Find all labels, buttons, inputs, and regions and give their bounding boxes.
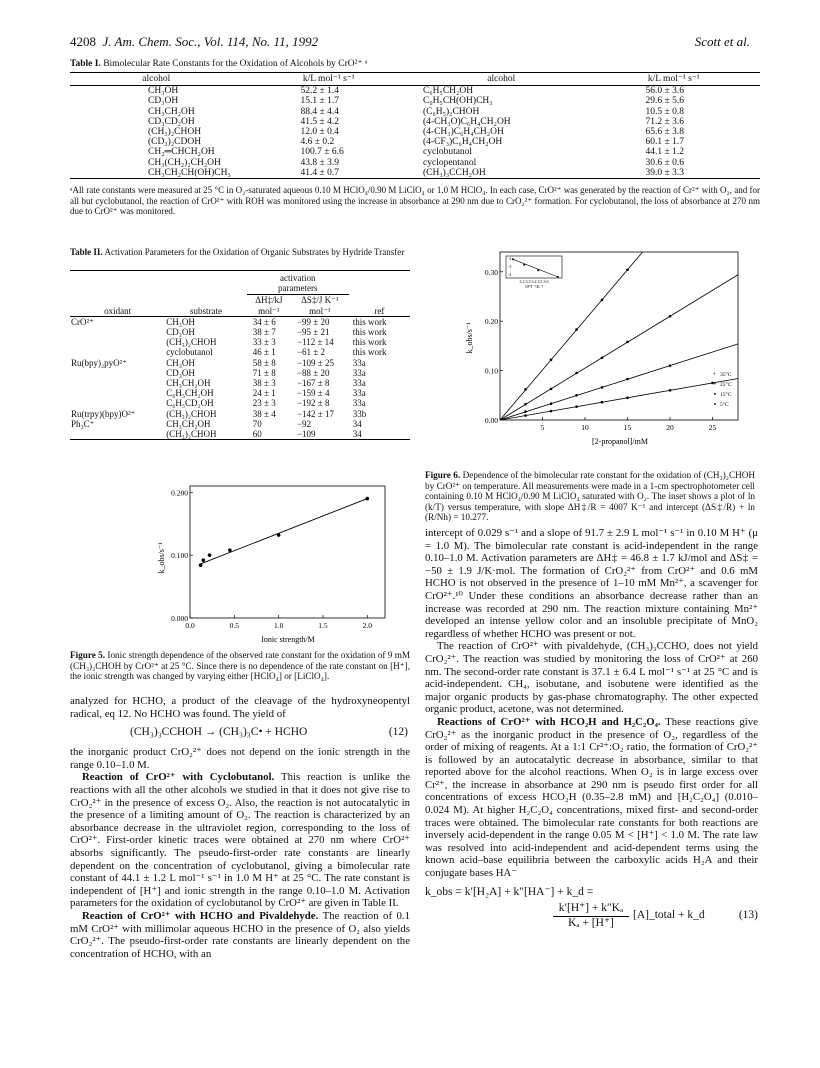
table-cell: (4-CF₃)C₆H₄CH₂OH [423, 137, 503, 148]
data-point [575, 328, 578, 331]
table-cell: 4.6 ± 0.2 [300, 137, 335, 148]
paragraph: analyzed for HCHO, a product of the cleavage of the hydroxyneopentyl radical, eq 12. No HCHO was found. The yield of [70, 695, 410, 720]
y-tick-label: 0.10 [484, 366, 498, 376]
table-cell: CD₃OH [166, 327, 195, 338]
table-cell: 71.2 ± 3.6 [645, 116, 684, 127]
legend-label: 35°C [720, 372, 732, 378]
y-axis-label: k_obs/s⁻¹ [157, 542, 166, 574]
equation-13-number: (13) [738, 908, 758, 921]
paragraph-text: This reaction is unlike the reactions with all the other alcohols we studied in that it does not give rise to CrO₂²⁺ in the presence of excess O₂. Also, the reaction is not autocatalytic in the presence of a limiting amount of O₂. The reaction is characterized by an absorbance decrease in the ultraviolet region, corresponding to the loss of CrO²⁺. First-order kinetic traces were obtained at 270 nm where CrO²⁺ absorbs significantly. The pseudo-first-order rate constants are linearly dependent on the concentration of cyclobutanol, giving a bimolecular rate constant of 44.1 ± 1.2 L mol⁻¹ s⁻¹ in 1.0 M H⁺ at 25 °C. The rate constant is independent of [H⁺] and ionic strength in the range 0.10–1.0 M. Activation parameters for the oxidation of cyclobutanol by CrO²⁺ are given in Table II. [70, 771, 410, 910]
equation-12-body: (CH₃)₃CCHOH → (CH₃)₃C• + HCHO [130, 726, 308, 739]
equation-13 [425, 886, 758, 932]
table-row [70, 137, 760, 147]
data-point [208, 553, 212, 557]
table-row [70, 398, 410, 408]
legend-marker: ▪ [713, 391, 716, 398]
table-cell: 41.5 ± 4.2 [300, 116, 339, 127]
table-cell: 46 ± 1 [252, 347, 276, 358]
legend-label: 5°C [720, 402, 729, 408]
x-tick-label: 10 [581, 423, 589, 432]
inset-y-tick-label: -3 [508, 264, 512, 269]
table-cell: CH₃OH [166, 357, 195, 368]
legend-marker: ▪ [713, 401, 716, 408]
equation-13-lhs: k_obs = k′[H₂A] + k″[HA⁻] + k_d = [425, 885, 594, 898]
figure5-plot [157, 486, 385, 644]
table-cell: −167 ± 8 [296, 378, 330, 389]
table-cell: this work [352, 347, 387, 358]
table-cell [70, 378, 165, 388]
table-cell: C₆H₅CH(OH)CH₃ [423, 96, 493, 107]
table-cell: (CH₃)₂CHOH [148, 127, 202, 138]
table-cell: 29.6 ± 5.6 [645, 96, 684, 107]
data-point [601, 386, 604, 389]
table-cell: 38 ± 7 [252, 327, 276, 338]
paragraph [70, 771, 410, 910]
data-point [669, 389, 672, 392]
table1-label: Table I. [70, 59, 101, 69]
table-cell: 33a [352, 378, 366, 389]
table-row [70, 117, 760, 127]
table-cell: 60.1 ± 1.7 [645, 137, 684, 148]
table-cell: (C₆H₅)₂CHOH [423, 106, 480, 117]
series-line [500, 275, 738, 420]
equation-13-tail: [A]_total + k_d [633, 908, 705, 921]
x-tick-label: 0.5 [229, 621, 240, 630]
table1-header: alcohol [415, 73, 588, 86]
data-point [199, 563, 203, 567]
table1-header: k/L mol⁻¹ s⁻¹ [588, 73, 761, 86]
table-cell: 38 ± 4 [252, 408, 276, 419]
series-line [500, 344, 738, 420]
table-cell: −99 ± 20 [296, 316, 330, 327]
figure5-chart [70, 478, 410, 646]
table-row [70, 158, 760, 168]
plot-frame [190, 486, 385, 618]
table-cell: this work [352, 327, 387, 338]
table-cell: 15.1 ± 1.7 [300, 96, 339, 107]
table-row [70, 96, 760, 106]
data-point [524, 414, 527, 417]
table-cell: 12.0 ± 0.4 [300, 127, 339, 138]
header-authors: Scott et al. [694, 34, 750, 49]
table-cell: 43.8 ± 3.9 [300, 157, 339, 168]
paragraph: intercept of 0.029 s⁻¹ and a slope of 91.7 ± 2.9 L mol⁻¹ s⁻¹ in 0.10 M H⁺ (μ = 1.0 M). The bimolecular rate constant is acid-independent in the range 0.10–1.0 M. Activation parameters are ΔH‡ = 46.8 ± 1.7 kJ/mol and ΔS‡ = −50 ± 1.9 J/K·mol. The formation of CrO₂²⁺ from CrO²⁺ and 0.6 mM HCHO is not observed in the presence of 1–10 mM Mn²⁺, a scavenger for CrO²⁺.¹⁰ Under these conditions an absorbance decrease rather than an increase was recorded at 290 nm. The reaction mixture containing Mn²⁺ developed an intense yellow color and an insoluble precipitate of MnO₂ regardless of whether HCHO was present or not. [425, 527, 758, 640]
x-tick-label: 1.0 [273, 621, 284, 630]
table-cell: 34 ± 6 [252, 316, 276, 327]
series-line [500, 378, 738, 420]
table-cell: 34 [352, 418, 362, 429]
table-cell: −112 ± 14 [296, 337, 334, 348]
origin-label: 0.00 [484, 416, 498, 425]
header-left [70, 34, 318, 50]
table1-footnote: ᵃAll rate constants were measured at 25 °C in O₂-saturated aqueous 0.10 M HClO₄/0.90 M LiClO₄ or 1.0 M HClO₄. In each case, CrO²⁺ was generated by the reaction of Cr²⁺ with O₂, and for all but cyclobutanol, the reaction of CrO²⁺ with ROH was monitored using the increase in absorbance at 290 nm due to CrO₂²⁺ formation. For cyclobutanol, the loss of absorbance at 270 nm due to CrO²⁺ was monitored. [70, 185, 760, 216]
table-cell: CH₃CH₂CH(OH)CH₃ [70, 168, 243, 179]
table-cell: 100.7 ± 6.6 [300, 147, 344, 158]
table1 [70, 72, 760, 179]
data-point [601, 401, 604, 404]
table-cell: C₆H₅CH₂OH [166, 388, 214, 399]
table-row [70, 127, 760, 137]
table2-header: ΔS‡/J K⁻¹ mol⁻¹ [301, 295, 339, 316]
data-point [550, 388, 553, 391]
equation-12-number: (12) [388, 726, 408, 739]
data-point [524, 403, 527, 406]
table-cell: −95 ± 21 [296, 327, 330, 338]
paragraph [425, 716, 758, 880]
table-cell: 10.5 ± 0.8 [645, 106, 684, 117]
data-point [601, 356, 604, 359]
table-cell: 65.6 ± 3.8 [645, 127, 684, 138]
table-row [70, 378, 410, 388]
figure6-plot [465, 252, 738, 446]
table-row [70, 86, 760, 97]
paragraph-text: These reactions give CrO₂²⁺ as the inorganic product in the presence of O₂, regardless of the order of mixing of reagents. At a 1:1 Cr²⁺:O₂ ratio, the formation of CrO₂²⁺ is followed by an autocatalytic decrease in absorbance, similar to that reported above for the alcohol reactions. When O₂ is in large excess over Cr²⁺, the increase in absorbance at 290 nm is pseudo first order for all concentrations of excess HCO₂H (0.35–2.8 mM) and [H₂C₂O₄] (0.010–0.024 M). At higher H₂C₂O₄ concentrations, mixed first- and second-order traces were obtained. The bimolecular rate constants for both reactions are inversely acid-dependent in the range 0.05 M < [H⁺] < 1.0 M. The rate law was resolved into acid-independent and acid-dependent terms using the known acid–base equilibria between the carboxylic acids H₂A and their conjugate bases HA⁻ [425, 715, 758, 880]
paragraph: the inorganic product CrO₂²⁺ does not depend on the ionic strength in the range 0.10–1.0 M. [70, 746, 410, 771]
table-cell: CH₃CH₂OH [166, 418, 211, 429]
table-cell: 39.0 ± 3.3 [588, 168, 761, 179]
equation-13-denominator: Kₐ + [H⁺] [553, 916, 629, 930]
table-cell: (CH₃)₂CHOH [166, 408, 217, 419]
journal-citation: J. Am. Chem. Soc., Vol. 114, No. 11, 1992 [102, 34, 319, 49]
y-tick-label: 0.000 [171, 614, 188, 623]
table-cell: 30.6 ± 0.6 [645, 157, 684, 168]
data-point [201, 558, 205, 562]
table-cell: CH₃CH₂OH [148, 106, 195, 117]
table-cell: cyclopentanol [423, 157, 477, 168]
data-point [575, 394, 578, 397]
table-cell: 88.4 ± 4.4 [300, 106, 339, 117]
left-column [70, 695, 410, 960]
table-row [70, 429, 410, 440]
table-cell: Ph₃C⁺ [71, 418, 95, 429]
table-row [70, 388, 410, 398]
table-cell: C₆H₅CH₂OH [423, 86, 474, 97]
table2-group-header: activation parameters [247, 271, 349, 295]
fit-line [199, 499, 367, 565]
table-row [70, 337, 410, 347]
table-cell: 38 ± 3 [252, 378, 276, 389]
table2-title: Activation Parameters for the Oxidation of Organic Substrates by Hydride Transfer [104, 247, 405, 257]
figure5-label: Figure 5. [70, 650, 106, 660]
table-cell: Ru(trpy)(bpy)O²⁺ [71, 408, 136, 419]
table-cell: Ru(bpy)₂pyO²⁺ [71, 357, 128, 368]
table-cell: 23 ± 3 [252, 398, 276, 409]
x-tick-label: 15 [623, 423, 632, 432]
figure6-chart [420, 248, 760, 466]
table-cell: −192 ± 8 [296, 398, 330, 409]
table-cell: CD₃OH [166, 367, 195, 378]
table-row [70, 409, 410, 419]
table-cell: 33 ± 3 [252, 337, 276, 348]
table-row [70, 419, 410, 429]
inset-data-point [537, 269, 539, 271]
right-column [425, 527, 758, 932]
data-point [711, 382, 714, 385]
table-cell: 34 [352, 429, 362, 440]
inset-x-axis-label: 10³T⁻¹/K⁻¹ [524, 284, 544, 289]
table-cell: CH₃CH₂OH [166, 378, 211, 389]
data-point [277, 533, 281, 537]
table2-group-row [70, 271, 410, 295]
table-row [70, 316, 410, 327]
table-cell [70, 337, 165, 347]
table-cell: −109 ± 25 [296, 357, 334, 368]
table1-header: k/L mol⁻¹ s⁻¹ [243, 73, 416, 86]
table-row [70, 147, 760, 157]
table-cell: CH₂═CHCH₂OH [148, 147, 215, 158]
x-tick-label: 25 [708, 423, 717, 432]
table-row [70, 107, 760, 117]
table2 [70, 270, 410, 440]
data-point [228, 548, 232, 552]
table-cell: 56.0 ± 3.6 [645, 86, 684, 97]
inset-data-point [523, 264, 525, 266]
data-point [550, 410, 553, 413]
y-axis-label: k_obs/s⁻¹ [465, 322, 474, 354]
table-cell: 33a [352, 398, 366, 409]
table-cell: (CH₃)₃CCH₂OH [415, 168, 588, 179]
table1-caption [70, 58, 760, 69]
table-cell: (CH₃)₂CHOH [166, 337, 217, 348]
table-cell: −159 ± 4 [296, 388, 330, 399]
table-row [70, 168, 760, 179]
table2-header: ref [374, 305, 385, 316]
data-point [524, 410, 527, 413]
legend-marker: • [713, 381, 716, 388]
table-cell [70, 398, 165, 408]
x-tick-label: 5 [540, 423, 545, 432]
paragraph-text: The reaction of 0.1 mM CrO²⁺ with millimolar aqueous HCHO in the presence of O₂ also yields CrO₂²⁺. The pseudo-first-order rate constants are linearly dependent on the concentration of HCHO, with an [70, 909, 410, 960]
figure5-caption [70, 650, 410, 682]
table-cell: 33b [352, 408, 367, 419]
table-cell: 33a [352, 357, 366, 368]
figure6-caption [425, 470, 755, 523]
table-cell: 44.1 ± 1.2 [645, 147, 684, 158]
table-cell [70, 429, 165, 440]
table-cell: −142 ± 17 [296, 408, 334, 419]
y-tick-label: 0.30 [484, 267, 498, 277]
data-point [524, 388, 527, 391]
table-cell: 71 ± 8 [252, 367, 276, 378]
section-heading: Reactions of CrO²⁺ with HCO₂H and H₂C₂O₄. [437, 715, 661, 728]
x-axis-label: Ionic strength/M [261, 635, 315, 644]
table2-caption [70, 247, 410, 258]
data-point [626, 378, 629, 381]
table2-header: oxidant [104, 305, 132, 316]
data-point [669, 315, 672, 318]
table-cell: this work [352, 316, 387, 327]
data-point [550, 358, 553, 361]
table-cell: 24 ± 1 [252, 388, 276, 399]
inset-x-tick-labels: 3.2 3.3 3.4 3.5 3.6 [519, 279, 549, 284]
table-cell: C₆H₅CD₂OH [166, 398, 214, 409]
table-cell: CD₃OH [148, 96, 179, 107]
equation-12 [70, 724, 410, 744]
data-point [575, 405, 578, 408]
table2-header: substrate [189, 305, 222, 316]
table-cell: −109 [296, 429, 316, 440]
equation-13-numerator: k′[H⁺] + k″Kₐ [558, 901, 624, 914]
table2-header: ΔH‡/kJ mol⁻¹ [255, 295, 283, 316]
inset-frame [506, 256, 562, 278]
inset-data-point [512, 258, 514, 260]
data-point [626, 396, 629, 399]
table-cell: (CH₃)₂CHOH [166, 429, 217, 440]
table-row [70, 347, 410, 357]
table-cell [70, 368, 165, 378]
y-tick-label: 0.200 [171, 488, 188, 498]
x-tick-label: 20 [666, 423, 674, 432]
table-cell: −61 ± 2 [296, 347, 325, 358]
x-tick-label: 2.0 [362, 621, 372, 630]
table-cell [70, 327, 165, 337]
table1-header-row [70, 73, 760, 86]
table-cell: (CD₃)₂CDOH [148, 137, 202, 148]
y-tick-label: 0.20 [484, 317, 498, 327]
table-cell: cyclobutanol [423, 147, 473, 158]
legend-label: 25°C [720, 382, 732, 388]
table-cell: 58 ± 8 [252, 357, 276, 368]
table-cell [70, 347, 165, 357]
legend-label: 15°C [720, 392, 732, 398]
legend-marker: + [712, 371, 716, 378]
table-row [70, 327, 410, 337]
table-cell: 41.4 ± 0.7 [243, 168, 416, 179]
table-cell: CH₃(CH₂)₂CH₂OH [148, 157, 221, 168]
table-cell: this work [352, 337, 387, 348]
y-tick-label: 0.100 [171, 551, 188, 561]
inset-y-tick-label: -4 [508, 272, 512, 277]
table-cell: CD₃CD₂OH [148, 116, 195, 127]
figure6-caption-text: Dependence of the bimolecular rate constant for the oxidation of (CH₃)₂CHOH by CrO²⁺ on temperature. All measurements were made in a 1-cm spectrophotometer cell containing 0.10 M HClO₄/0.90 M LiClO₄ saturated with O₂. The inset shows a plot of ln (k/T) versus temperature, with slope ΔH‡/R = 4007 K⁻¹ and intercept (ΔS‡/R) + ln (R/Nh) = 10.277. [425, 470, 756, 523]
table-cell: 33a [352, 388, 366, 399]
data-point [365, 497, 369, 501]
section-heading: Reaction of CrO²⁺ with Cyclobutanol. [82, 771, 275, 784]
paragraph: The reaction of CrO²⁺ with pivaldehyde, (CH₃)₃CCHO, does not yield CrO₂²⁺. The reaction was studied by monitoring the loss of CrO²⁺ at 260 nm. The second-order rate constant is 37.1 ± 6.4 L mol⁻¹ s⁻¹ at 25 °C and is acid-independent. CH₄, isobutane, and isobutene were identified as the major organic products by gas-phase chromatography. The other expected organic product, acetone, was not determined. [425, 640, 758, 716]
data-point [626, 341, 629, 344]
x-axis-label: [2-propanol]/mM [592, 437, 648, 446]
paragraph [70, 910, 410, 960]
table-cell: (4-CH₃)C₆H₄CH₂OH [423, 127, 504, 138]
table-cell: 60 [252, 429, 262, 440]
data-point [669, 364, 672, 367]
x-tick-label: 0.0 [185, 621, 195, 630]
figure6-label: Figure 6. [425, 470, 461, 480]
table2-header-row [70, 295, 410, 316]
table-cell: 70 [252, 418, 262, 429]
table1-title: Bimolecular Rate Constants for the Oxidation of Alcohols by CrO²⁺ ᵃ [103, 59, 368, 69]
section-heading: Reaction of CrO²⁺ with HCHO and Pivaldehyde. [82, 909, 319, 922]
table-cell: CH₃OH [148, 86, 179, 97]
data-point [550, 402, 553, 405]
table-cell: −88 ± 20 [296, 367, 330, 378]
x-tick-label: 1.5 [318, 621, 328, 630]
table-cell: 52.2 ± 1.4 [300, 86, 339, 97]
data-point [601, 299, 604, 302]
table-cell [70, 388, 165, 398]
table-row [70, 358, 410, 368]
page-number: 4208 [70, 34, 96, 49]
table-cell: CH₃OH [166, 316, 195, 327]
data-point [575, 372, 578, 375]
table2-label: Table II. [70, 247, 103, 257]
table-cell: −92 [296, 418, 312, 429]
inset-y-tick-label: -2 [508, 256, 512, 261]
inset-data-point [557, 276, 559, 278]
data-point [626, 268, 629, 271]
table-cell: cyclobutanol [166, 347, 213, 358]
table-cell: CrO²⁺ [71, 316, 94, 327]
table-row [70, 368, 410, 378]
figure5-caption-text: Ionic strength dependence of the observed rate constant for the oxidation of 9 mM (CH₃)₂CHOH by CrO²⁺ at 25 °C. Since there is no dependence of the rate constant on [H⁺], the ionic strength was changed by varying either [HClO₄] or [LiClO₄]. [70, 650, 411, 682]
table1-header: alcohol [70, 73, 243, 86]
table-cell: 33a [352, 367, 366, 378]
table-cell: (4-CH₃O)C₆H₄CH₂OH [423, 116, 511, 127]
